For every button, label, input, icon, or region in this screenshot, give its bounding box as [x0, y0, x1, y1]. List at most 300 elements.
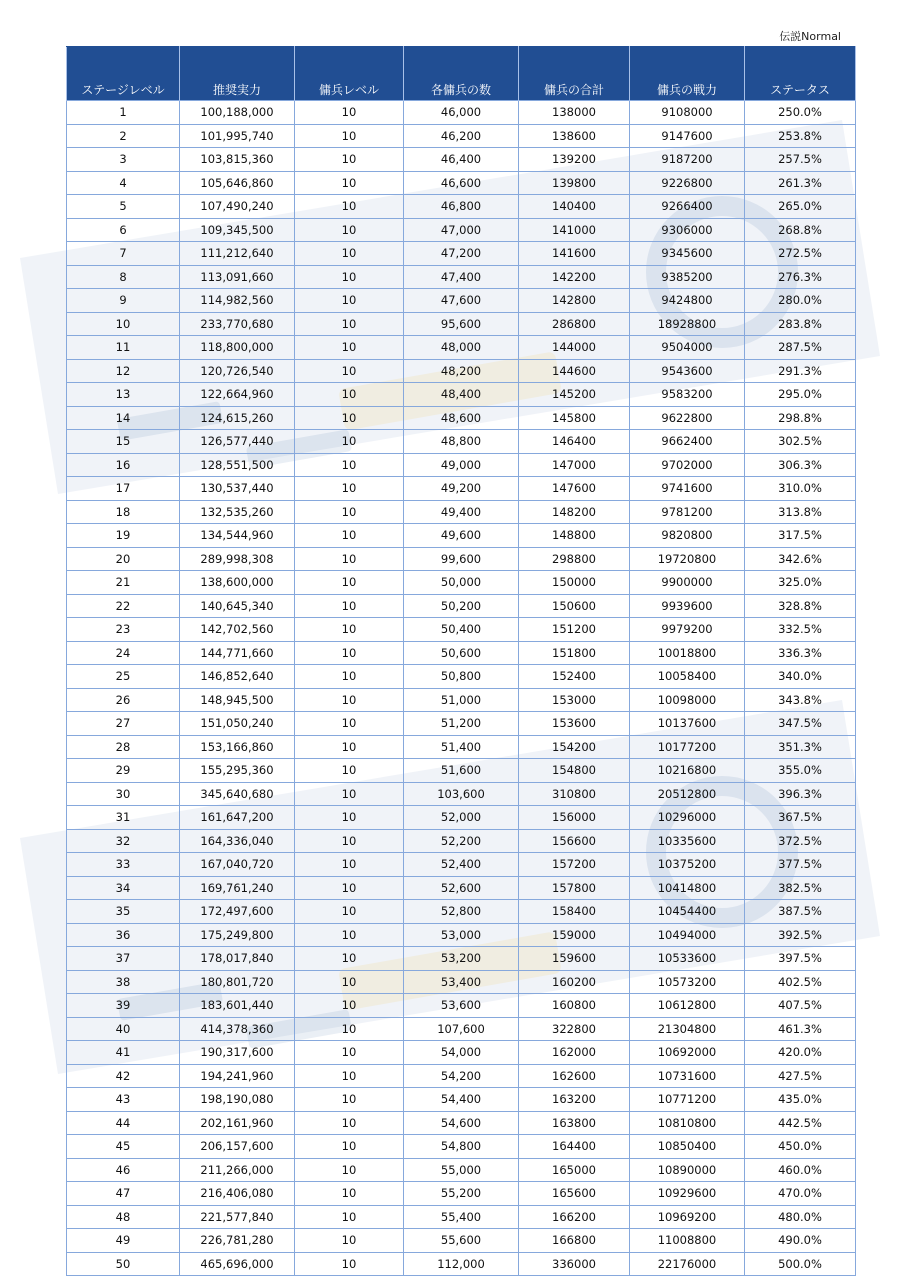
recommended-power-cell: 128,551,500	[180, 453, 295, 477]
stage-level-cell: 7	[67, 242, 180, 266]
mercenary-power-cell: 10177200	[630, 735, 745, 759]
stage-level-cell: 49	[67, 1229, 180, 1253]
mercenary-level-cell: 10	[295, 453, 404, 477]
recommended-power-cell: 202,161,960	[180, 1111, 295, 1135]
mercenary-power-cell: 10098000	[630, 688, 745, 712]
recommended-power-cell: 134,544,960	[180, 524, 295, 548]
table-row	[67, 759, 856, 783]
mercenary-power-cell: 10296000	[630, 806, 745, 830]
recommended-power-cell: 151,050,240	[180, 712, 295, 736]
table-row	[67, 1017, 856, 1041]
each-mercenary-count-cell: 49,400	[404, 500, 519, 524]
recommended-power-cell: 226,781,280	[180, 1229, 295, 1253]
recommended-power-cell: 221,577,840	[180, 1205, 295, 1229]
recommended-power-cell: 211,266,000	[180, 1158, 295, 1182]
stage-level-cell: 6	[67, 218, 180, 242]
header-mercenary-power: 傭兵の戦力	[630, 47, 745, 101]
mercenary-total-cell: 138000	[519, 101, 630, 125]
each-mercenary-count-cell: 51,400	[404, 735, 519, 759]
status-cell: 332.5%	[745, 618, 856, 642]
status-cell: 276.3%	[745, 265, 856, 289]
stage-table	[66, 46, 856, 1276]
table-row	[67, 312, 856, 336]
status-cell: 313.8%	[745, 500, 856, 524]
mercenary-level-cell: 10	[295, 1229, 404, 1253]
mercenary-level-cell: 10	[295, 735, 404, 759]
each-mercenary-count-cell: 55,000	[404, 1158, 519, 1182]
mercenary-power-cell: 21304800	[630, 1017, 745, 1041]
table-row	[67, 1135, 856, 1159]
table-row	[67, 148, 856, 172]
stage-level-cell: 17	[67, 477, 180, 501]
mercenary-power-cell: 10058400	[630, 665, 745, 689]
mercenary-level-cell: 10	[295, 289, 404, 313]
mercenary-power-cell: 9543600	[630, 359, 745, 383]
each-mercenary-count-cell: 48,600	[404, 406, 519, 430]
table-row	[67, 171, 856, 195]
recommended-power-cell: 161,647,200	[180, 806, 295, 830]
status-cell: 298.8%	[745, 406, 856, 430]
mercenary-total-cell: 150000	[519, 571, 630, 595]
stage-level-cell: 13	[67, 383, 180, 407]
status-cell: 291.3%	[745, 359, 856, 383]
each-mercenary-count-cell: 47,400	[404, 265, 519, 289]
mercenary-power-cell: 9187200	[630, 148, 745, 172]
mercenary-level-cell: 10	[295, 383, 404, 407]
recommended-power-cell: 345,640,680	[180, 782, 295, 806]
mercenary-level-cell: 10	[295, 994, 404, 1018]
status-cell: 310.0%	[745, 477, 856, 501]
stage-level-cell: 9	[67, 289, 180, 313]
stage-level-cell: 40	[67, 1017, 180, 1041]
mercenary-power-cell: 10533600	[630, 947, 745, 971]
each-mercenary-count-cell: 107,600	[404, 1017, 519, 1041]
mercenary-total-cell: 166200	[519, 1205, 630, 1229]
mercenary-total-cell: 165000	[519, 1158, 630, 1182]
mercenary-total-cell: 166800	[519, 1229, 630, 1253]
mercenary-level-cell: 10	[295, 759, 404, 783]
status-cell: 325.0%	[745, 571, 856, 595]
mercenary-level-cell: 10	[295, 547, 404, 571]
mercenary-level-cell: 10	[295, 712, 404, 736]
status-cell: 257.5%	[745, 148, 856, 172]
table-row	[67, 735, 856, 759]
mercenary-power-cell: 9900000	[630, 571, 745, 595]
stage-level-cell: 3	[67, 148, 180, 172]
mercenary-level-cell: 10	[295, 641, 404, 665]
recommended-power-cell: 113,091,660	[180, 265, 295, 289]
recommended-power-cell: 175,249,800	[180, 923, 295, 947]
mercenary-total-cell: 159000	[519, 923, 630, 947]
mercenary-level-cell: 10	[295, 124, 404, 148]
mercenary-power-cell: 19720800	[630, 547, 745, 571]
table-row	[67, 1088, 856, 1112]
stage-level-cell: 45	[67, 1135, 180, 1159]
mercenary-power-cell: 9583200	[630, 383, 745, 407]
mercenary-level-cell: 10	[295, 406, 404, 430]
table-row	[67, 853, 856, 877]
header-mercenary-level: 傭兵レベル	[295, 47, 404, 101]
recommended-power-cell: 146,852,640	[180, 665, 295, 689]
stage-level-cell: 29	[67, 759, 180, 783]
recommended-power-cell: 169,761,240	[180, 876, 295, 900]
each-mercenary-count-cell: 51,200	[404, 712, 519, 736]
stage-level-cell: 14	[67, 406, 180, 430]
table-row	[67, 289, 856, 313]
document-label: 伝説Normal	[779, 30, 841, 43]
recommended-power-cell: 124,615,260	[180, 406, 295, 430]
stage-level-cell: 10	[67, 312, 180, 336]
stage-level-cell: 11	[67, 336, 180, 360]
each-mercenary-count-cell: 51,600	[404, 759, 519, 783]
mercenary-total-cell: 298800	[519, 547, 630, 571]
recommended-power-cell: 101,995,740	[180, 124, 295, 148]
each-mercenary-count-cell: 46,200	[404, 124, 519, 148]
recommended-power-cell: 465,696,000	[180, 1252, 295, 1276]
mercenary-total-cell: 138600	[519, 124, 630, 148]
status-cell: 470.0%	[745, 1182, 856, 1206]
each-mercenary-count-cell: 46,600	[404, 171, 519, 195]
recommended-power-cell: 216,406,080	[180, 1182, 295, 1206]
mercenary-level-cell: 10	[295, 265, 404, 289]
status-cell: 343.8%	[745, 688, 856, 712]
status-cell: 272.5%	[745, 242, 856, 266]
mercenary-power-cell: 20512800	[630, 782, 745, 806]
mercenary-total-cell: 144000	[519, 336, 630, 360]
stage-level-cell: 15	[67, 430, 180, 454]
stage-level-cell: 46	[67, 1158, 180, 1182]
stage-level-cell: 47	[67, 1182, 180, 1206]
recommended-power-cell: 233,770,680	[180, 312, 295, 336]
mercenary-power-cell: 10018800	[630, 641, 745, 665]
stage-level-cell: 19	[67, 524, 180, 548]
table-row	[67, 947, 856, 971]
recommended-power-cell: 206,157,600	[180, 1135, 295, 1159]
stage-level-cell: 50	[67, 1252, 180, 1276]
mercenary-power-cell: 10335600	[630, 829, 745, 853]
mercenary-total-cell: 157800	[519, 876, 630, 900]
table-row	[67, 124, 856, 148]
mercenary-total-cell: 156000	[519, 806, 630, 830]
status-cell: 261.3%	[745, 171, 856, 195]
recommended-power-cell: 194,241,960	[180, 1064, 295, 1088]
mercenary-total-cell: 336000	[519, 1252, 630, 1276]
stage-level-cell: 20	[67, 547, 180, 571]
each-mercenary-count-cell: 47,000	[404, 218, 519, 242]
recommended-power-cell: 183,601,440	[180, 994, 295, 1018]
header-mercenary-total: 傭兵の合計	[519, 47, 630, 101]
mercenary-level-cell: 10	[295, 336, 404, 360]
mercenary-total-cell: 139800	[519, 171, 630, 195]
each-mercenary-count-cell: 54,600	[404, 1111, 519, 1135]
mercenary-level-cell: 10	[295, 1158, 404, 1182]
mercenary-total-cell: 150600	[519, 594, 630, 618]
stage-level-cell: 43	[67, 1088, 180, 1112]
table-row	[67, 453, 856, 477]
stage-level-cell: 28	[67, 735, 180, 759]
stage-level-cell: 8	[67, 265, 180, 289]
mercenary-total-cell: 159600	[519, 947, 630, 971]
table-row	[67, 1111, 856, 1135]
mercenary-power-cell: 10494000	[630, 923, 745, 947]
each-mercenary-count-cell: 53,600	[404, 994, 519, 1018]
stage-level-cell: 25	[67, 665, 180, 689]
recommended-power-cell: 100,188,000	[180, 101, 295, 125]
mercenary-level-cell: 10	[295, 900, 404, 924]
mercenary-total-cell: 322800	[519, 1017, 630, 1041]
recommended-power-cell: 120,726,540	[180, 359, 295, 383]
recommended-power-cell: 153,166,860	[180, 735, 295, 759]
each-mercenary-count-cell: 49,200	[404, 477, 519, 501]
recommended-power-cell: 144,771,660	[180, 641, 295, 665]
mercenary-power-cell: 10375200	[630, 853, 745, 877]
status-cell: 302.5%	[745, 430, 856, 454]
mercenary-level-cell: 10	[295, 806, 404, 830]
mercenary-level-cell: 10	[295, 853, 404, 877]
mercenary-total-cell: 163800	[519, 1111, 630, 1135]
mercenary-total-cell: 140400	[519, 195, 630, 219]
each-mercenary-count-cell: 54,000	[404, 1041, 519, 1065]
header-recommended-power: 推奨実力	[180, 47, 295, 101]
status-cell: 295.0%	[745, 383, 856, 407]
each-mercenary-count-cell: 54,200	[404, 1064, 519, 1088]
recommended-power-cell: 140,645,340	[180, 594, 295, 618]
table-row	[67, 1229, 856, 1253]
status-cell: 317.5%	[745, 524, 856, 548]
mercenary-level-cell: 10	[295, 242, 404, 266]
mercenary-level-cell: 10	[295, 1252, 404, 1276]
stage-level-cell: 41	[67, 1041, 180, 1065]
status-cell: 283.8%	[745, 312, 856, 336]
table-row	[67, 1252, 856, 1276]
mercenary-level-cell: 10	[295, 829, 404, 853]
mercenary-total-cell: 139200	[519, 148, 630, 172]
mercenary-total-cell: 141600	[519, 242, 630, 266]
recommended-power-cell: 142,702,560	[180, 618, 295, 642]
recommended-power-cell: 289,998,308	[180, 547, 295, 571]
mercenary-power-cell: 22176000	[630, 1252, 745, 1276]
mercenary-level-cell: 10	[295, 171, 404, 195]
mercenary-power-cell: 9226800	[630, 171, 745, 195]
mercenary-level-cell: 10	[295, 312, 404, 336]
mercenary-level-cell: 10	[295, 947, 404, 971]
header-each-mercenary-count: 各傭兵の数	[404, 47, 519, 101]
table-row	[67, 336, 856, 360]
recommended-power-cell: 155,295,360	[180, 759, 295, 783]
status-cell: 280.0%	[745, 289, 856, 313]
status-cell: 253.8%	[745, 124, 856, 148]
mercenary-total-cell: 163200	[519, 1088, 630, 1112]
stage-level-cell: 18	[67, 500, 180, 524]
mercenary-level-cell: 10	[295, 500, 404, 524]
status-cell: 287.5%	[745, 336, 856, 360]
status-cell: 450.0%	[745, 1135, 856, 1159]
table-row	[67, 1158, 856, 1182]
mercenary-power-cell: 10573200	[630, 970, 745, 994]
each-mercenary-count-cell: 50,600	[404, 641, 519, 665]
recommended-power-cell: 111,212,640	[180, 242, 295, 266]
stage-level-cell: 16	[67, 453, 180, 477]
status-cell: 396.3%	[745, 782, 856, 806]
each-mercenary-count-cell: 52,000	[404, 806, 519, 830]
status-cell: 377.5%	[745, 853, 856, 877]
mercenary-power-cell: 9504000	[630, 336, 745, 360]
table-row	[67, 641, 856, 665]
status-cell: 461.3%	[745, 1017, 856, 1041]
stage-level-cell: 27	[67, 712, 180, 736]
mercenary-level-cell: 10	[295, 1135, 404, 1159]
mercenary-level-cell: 10	[295, 101, 404, 125]
mercenary-total-cell: 145200	[519, 383, 630, 407]
recommended-power-cell: 178,017,840	[180, 947, 295, 971]
mercenary-power-cell: 9702000	[630, 453, 745, 477]
mercenary-power-cell: 9622800	[630, 406, 745, 430]
recommended-power-cell: 180,801,720	[180, 970, 295, 994]
status-cell: 351.3%	[745, 735, 856, 759]
mercenary-level-cell: 10	[295, 665, 404, 689]
each-mercenary-count-cell: 47,600	[404, 289, 519, 313]
table-header-row	[67, 47, 856, 101]
status-cell: 336.3%	[745, 641, 856, 665]
status-cell: 500.0%	[745, 1252, 856, 1276]
table-row	[67, 430, 856, 454]
stage-level-cell: 1	[67, 101, 180, 125]
each-mercenary-count-cell: 53,200	[404, 947, 519, 971]
table-row	[67, 406, 856, 430]
each-mercenary-count-cell: 54,400	[404, 1088, 519, 1112]
status-cell: 407.5%	[745, 994, 856, 1018]
mercenary-total-cell: 148200	[519, 500, 630, 524]
recommended-power-cell: 114,982,560	[180, 289, 295, 313]
each-mercenary-count-cell: 46,800	[404, 195, 519, 219]
stage-level-cell: 23	[67, 618, 180, 642]
table-row	[67, 1182, 856, 1206]
each-mercenary-count-cell: 50,200	[404, 594, 519, 618]
each-mercenary-count-cell: 52,200	[404, 829, 519, 853]
table-row	[67, 782, 856, 806]
recommended-power-cell: 122,664,960	[180, 383, 295, 407]
table-row	[67, 688, 856, 712]
table-row	[67, 806, 856, 830]
mercenary-total-cell: 310800	[519, 782, 630, 806]
status-cell: 387.5%	[745, 900, 856, 924]
table-row	[67, 1205, 856, 1229]
mercenary-level-cell: 10	[295, 1064, 404, 1088]
mercenary-level-cell: 10	[295, 477, 404, 501]
each-mercenary-count-cell: 46,000	[404, 101, 519, 125]
mercenary-power-cell: 9741600	[630, 477, 745, 501]
mercenary-level-cell: 10	[295, 1041, 404, 1065]
mercenary-power-cell: 9939600	[630, 594, 745, 618]
recommended-power-cell: 130,537,440	[180, 477, 295, 501]
mercenary-power-cell: 9662400	[630, 430, 745, 454]
recommended-power-cell: 126,577,440	[180, 430, 295, 454]
stage-level-cell: 34	[67, 876, 180, 900]
mercenary-power-cell: 9385200	[630, 265, 745, 289]
table-row	[67, 500, 856, 524]
mercenary-total-cell: 148800	[519, 524, 630, 548]
each-mercenary-count-cell: 54,800	[404, 1135, 519, 1159]
table-row	[67, 712, 856, 736]
mercenary-level-cell: 10	[295, 1111, 404, 1135]
mercenary-power-cell: 9781200	[630, 500, 745, 524]
mercenary-power-cell: 10216800	[630, 759, 745, 783]
recommended-power-cell: 107,490,240	[180, 195, 295, 219]
mercenary-total-cell: 162600	[519, 1064, 630, 1088]
mercenary-power-cell: 10810800	[630, 1111, 745, 1135]
stage-level-cell: 37	[67, 947, 180, 971]
mercenary-level-cell: 10	[295, 923, 404, 947]
stage-level-cell: 26	[67, 688, 180, 712]
stage-level-cell: 48	[67, 1205, 180, 1229]
status-cell: 382.5%	[745, 876, 856, 900]
mercenary-total-cell: 151800	[519, 641, 630, 665]
mercenary-total-cell: 141000	[519, 218, 630, 242]
recommended-power-cell: 118,800,000	[180, 336, 295, 360]
recommended-power-cell: 103,815,360	[180, 148, 295, 172]
mercenary-level-cell: 10	[295, 782, 404, 806]
table-row	[67, 994, 856, 1018]
table-row	[67, 218, 856, 242]
each-mercenary-count-cell: 48,200	[404, 359, 519, 383]
status-cell: 340.0%	[745, 665, 856, 689]
mercenary-level-cell: 10	[295, 148, 404, 172]
status-cell: 250.0%	[745, 101, 856, 125]
stage-level-cell: 31	[67, 806, 180, 830]
status-cell: 265.0%	[745, 195, 856, 219]
table-row	[67, 265, 856, 289]
status-cell: 480.0%	[745, 1205, 856, 1229]
status-cell: 355.0%	[745, 759, 856, 783]
status-cell: 268.8%	[745, 218, 856, 242]
mercenary-level-cell: 10	[295, 571, 404, 595]
mercenary-total-cell: 165600	[519, 1182, 630, 1206]
mercenary-level-cell: 10	[295, 688, 404, 712]
mercenary-power-cell: 9345600	[630, 242, 745, 266]
mercenary-power-cell: 9820800	[630, 524, 745, 548]
recommended-power-cell: 105,646,860	[180, 171, 295, 195]
table-row	[67, 101, 856, 125]
recommended-power-cell: 138,600,000	[180, 571, 295, 595]
mercenary-level-cell: 10	[295, 430, 404, 454]
mercenary-total-cell: 142800	[519, 289, 630, 313]
stage-level-cell: 32	[67, 829, 180, 853]
each-mercenary-count-cell: 55,400	[404, 1205, 519, 1229]
mercenary-total-cell: 154800	[519, 759, 630, 783]
each-mercenary-count-cell: 49,000	[404, 453, 519, 477]
mercenary-total-cell: 151200	[519, 618, 630, 642]
status-cell: 442.5%	[745, 1111, 856, 1135]
status-cell: 306.3%	[745, 453, 856, 477]
table-row	[67, 1064, 856, 1088]
each-mercenary-count-cell: 49,600	[404, 524, 519, 548]
mercenary-power-cell: 10969200	[630, 1205, 745, 1229]
mercenary-level-cell: 10	[295, 1088, 404, 1112]
status-cell: 427.5%	[745, 1064, 856, 1088]
header-status: ステータス	[745, 47, 856, 101]
mercenary-total-cell: 144600	[519, 359, 630, 383]
each-mercenary-count-cell: 48,400	[404, 383, 519, 407]
recommended-power-cell: 167,040,720	[180, 853, 295, 877]
mercenary-total-cell: 160800	[519, 994, 630, 1018]
recommended-power-cell: 198,190,080	[180, 1088, 295, 1112]
status-cell: 392.5%	[745, 923, 856, 947]
mercenary-power-cell: 10414800	[630, 876, 745, 900]
status-cell: 402.5%	[745, 970, 856, 994]
mercenary-total-cell: 164400	[519, 1135, 630, 1159]
mercenary-total-cell: 158400	[519, 900, 630, 924]
each-mercenary-count-cell: 95,600	[404, 312, 519, 336]
